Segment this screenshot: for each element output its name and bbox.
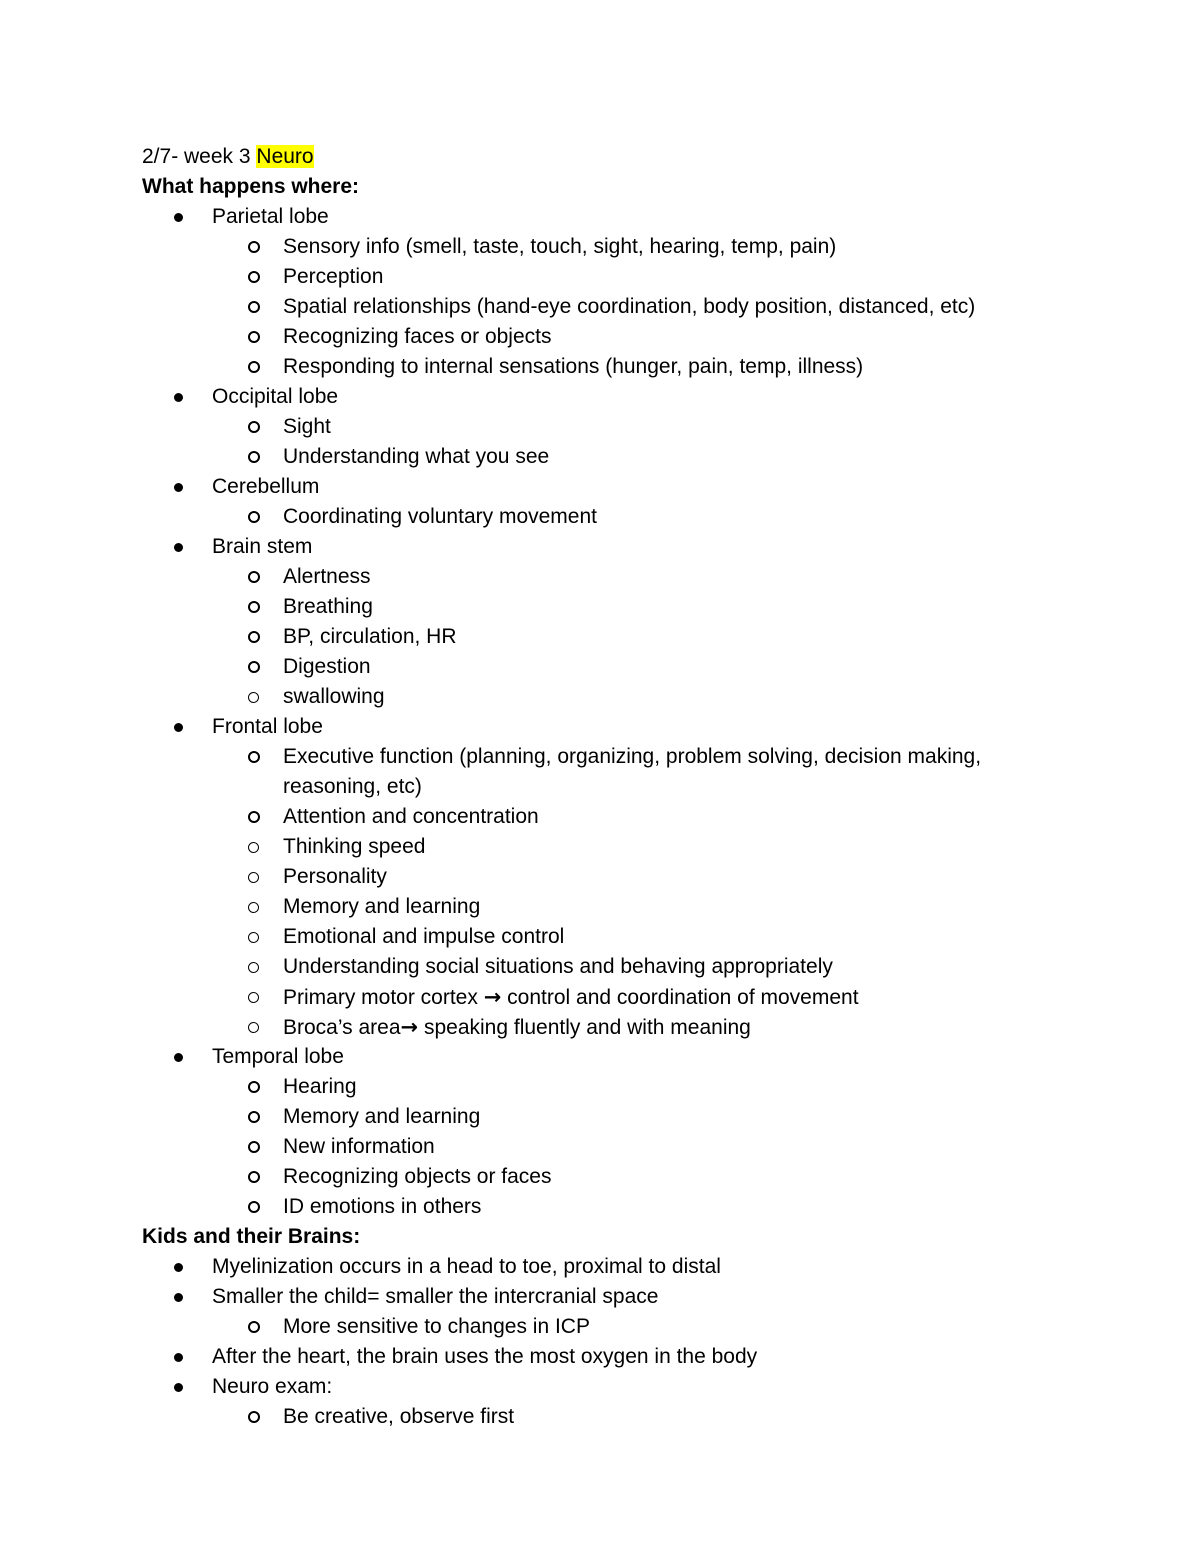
bullet-disc-icon <box>174 712 183 742</box>
list-item-occipital-lobe <box>142 382 1042 412</box>
bullet-ring-icon <box>248 1132 260 1162</box>
sub-list-item-text: Hearing <box>283 1075 357 1098</box>
sub-list-item <box>142 352 1042 382</box>
list-item-cerebellum <box>142 472 1042 502</box>
sub-list-item <box>142 982 1042 1012</box>
sub-list-item-text: BP, circulation, HR <box>283 625 457 648</box>
bullet-ring-thin-icon <box>248 922 259 952</box>
bullet-disc-icon <box>174 382 183 412</box>
sub-list-item <box>142 1102 1042 1132</box>
sub-list-item-text: Spatial relationships (hand-eye coordination, body position, distanced, etc) <box>283 295 976 318</box>
sub-list-item-text: Emotional and impulse control <box>283 925 565 948</box>
list-item-frontal-lobe <box>142 712 1042 742</box>
sub-list-item-text: Broca’s area <box>283 1016 401 1039</box>
list-item-label: Temporal lobe <box>212 1045 344 1068</box>
list-item-label: Occipital lobe <box>212 385 339 408</box>
page-title <box>142 142 1042 172</box>
bullet-ring-icon <box>248 292 260 322</box>
sub-list-item-text: Alertness <box>283 565 371 588</box>
sub-list-item <box>142 682 1042 712</box>
sub-list-item <box>142 952 1042 982</box>
sub-list-item-text: swallowing <box>283 685 385 708</box>
bullet-ring-thin-icon <box>248 982 259 1012</box>
bullet-disc-icon <box>174 532 183 562</box>
sub-list-item <box>142 262 1042 292</box>
sub-list-item <box>142 1192 1042 1222</box>
sub-list-item-text: Understanding social situations and behaving appropriately <box>283 955 833 978</box>
sub-list-item-text: Be creative, observe first <box>283 1405 515 1428</box>
bullet-disc-icon <box>174 1372 183 1402</box>
bullet-ring-icon <box>248 322 260 352</box>
sub-list-item-text: More sensitive to changes in ICP <box>283 1315 590 1338</box>
bullet-ring-icon <box>248 1402 260 1432</box>
sub-list-item-text: Responding to internal sensations (hunger, pain, temp, illness) <box>283 355 864 378</box>
bullet-ring-thin-icon <box>248 832 259 862</box>
sub-list-item <box>142 802 1042 832</box>
list-item-text: Smaller the child= smaller the intercranial space <box>212 1285 659 1308</box>
sub-list-item <box>142 232 1042 262</box>
list-item <box>142 1282 1042 1312</box>
bullet-ring-icon <box>248 1072 260 1102</box>
bullet-ring-icon <box>248 742 260 772</box>
sub-list-item <box>142 742 1042 802</box>
bullet-disc-icon <box>174 1342 183 1372</box>
sub-list-item-text: ID emotions in others <box>283 1195 482 1218</box>
sub-list-item <box>142 502 1042 532</box>
list-item-brain-stem <box>142 532 1042 562</box>
sub-list-item <box>142 562 1042 592</box>
list-item-label: Frontal lobe <box>212 715 323 738</box>
sub-list-item-text: Sight <box>283 415 331 438</box>
sub-list-item-text: Breathing <box>283 595 373 618</box>
bullet-ring-icon <box>248 652 260 682</box>
bullet-ring-thin-icon <box>248 1012 259 1042</box>
section-heading-kids-and-their-brains: Kids and their Brains: <box>142 1225 361 1248</box>
sub-list-item <box>142 1072 1042 1102</box>
bullet-ring-icon <box>248 802 260 832</box>
sub-list-item <box>142 412 1042 442</box>
bullet-ring-icon <box>248 1162 260 1192</box>
bullet-ring-thin-icon <box>248 952 259 982</box>
bullet-ring-icon <box>248 232 260 262</box>
document-page <box>142 142 1042 1432</box>
list-item <box>142 1342 1042 1372</box>
list-item-label: Parietal lobe <box>212 205 329 228</box>
bullet-ring-thin-icon <box>248 892 259 922</box>
sub-list-item <box>142 1402 1042 1432</box>
sub-list-item <box>142 922 1042 952</box>
sub-list-item-text: Coordinating voluntary movement <box>283 505 597 528</box>
bullet-ring-icon <box>248 412 260 442</box>
title-highlight: Neuro <box>256 145 314 168</box>
list-item-text: Myelinization occurs in a head to toe, proximal to distal <box>212 1255 721 1278</box>
bullet-ring-icon <box>248 592 260 622</box>
sub-list-item-text: Attention and concentration <box>283 805 539 828</box>
sub-list-item <box>142 622 1042 652</box>
sub-list-item-text: Understanding what you see <box>283 445 550 468</box>
sub-list-item <box>142 862 1042 892</box>
sub-list-item <box>142 322 1042 352</box>
bullet-ring-thin-icon <box>248 682 259 712</box>
list-item-label: Cerebellum <box>212 475 320 498</box>
bullet-ring-icon <box>248 442 260 472</box>
list-item-text: Neuro exam: <box>212 1375 333 1398</box>
arrow-right-icon: → <box>483 985 502 1009</box>
list-item <box>142 1252 1042 1282</box>
list-item-text: After the heart, the brain uses the most oxygen in the body <box>212 1345 758 1368</box>
sub-list-item-text: Perception <box>283 265 384 288</box>
sub-list-item-text: Memory and learning <box>283 1105 481 1128</box>
bullet-disc-icon <box>174 202 183 232</box>
sub-list-item <box>142 892 1042 922</box>
bullet-disc-icon <box>174 472 183 502</box>
bullet-ring-icon <box>248 622 260 652</box>
arrow-right-icon: → <box>400 1015 419 1039</box>
sub-list-item <box>142 592 1042 622</box>
list-item-temporal-lobe <box>142 1042 1042 1072</box>
bullet-disc-icon <box>174 1252 183 1282</box>
bullet-disc-icon <box>174 1042 183 1072</box>
sub-list-item <box>142 442 1042 472</box>
sub-list-item-text: Primary motor cortex <box>283 986 478 1009</box>
bullet-ring-icon <box>248 502 260 532</box>
sub-list-item-text: Recognizing objects or faces <box>283 1165 552 1188</box>
sub-list-item <box>142 832 1042 862</box>
sub-list-item-text: Digestion <box>283 655 371 678</box>
sub-list-item-text: New information <box>283 1135 435 1158</box>
bullet-ring-icon <box>248 562 260 592</box>
sub-list-item-text: Thinking speed <box>283 835 426 858</box>
bullet-ring-icon <box>248 1102 260 1132</box>
list-item <box>142 1372 1042 1402</box>
sub-list-item-text: Sensory info (smell, taste, touch, sight, hearing, temp, pain) <box>283 235 837 258</box>
sub-list-item-text: Executive function (planning, organizing, problem solving, decision making, reasoning, etc) <box>283 745 982 798</box>
sub-list-item <box>142 1162 1042 1192</box>
sub-list-item <box>142 1132 1042 1162</box>
title-prefix: 2/7- week 3 <box>142 145 257 168</box>
bullet-disc-icon <box>174 1282 183 1312</box>
sub-list-item <box>142 1312 1042 1342</box>
bullet-ring-icon <box>248 262 260 292</box>
sub-list-item-text: speaking fluently and with meaning <box>423 1016 751 1039</box>
section-heading-what-happens-where: What happens where: <box>142 175 360 198</box>
sub-list-item-text: Personality <box>283 865 387 888</box>
sub-list-item <box>142 652 1042 682</box>
list-item-parietal-lobe <box>142 202 1042 232</box>
sub-list-item <box>142 1012 1042 1042</box>
list-item-label: Brain stem <box>212 535 313 558</box>
bullet-ring-icon <box>248 1312 260 1342</box>
sub-list-item-text: control and coordination of movement <box>507 986 859 1009</box>
bullet-ring-icon <box>248 352 260 382</box>
bullet-ring-thin-icon <box>248 862 259 892</box>
bullet-ring-icon <box>248 1192 260 1222</box>
sub-list-item-text: Memory and learning <box>283 895 481 918</box>
sub-list-item <box>142 292 1042 322</box>
sub-list-item-text: Recognizing faces or objects <box>283 325 552 348</box>
